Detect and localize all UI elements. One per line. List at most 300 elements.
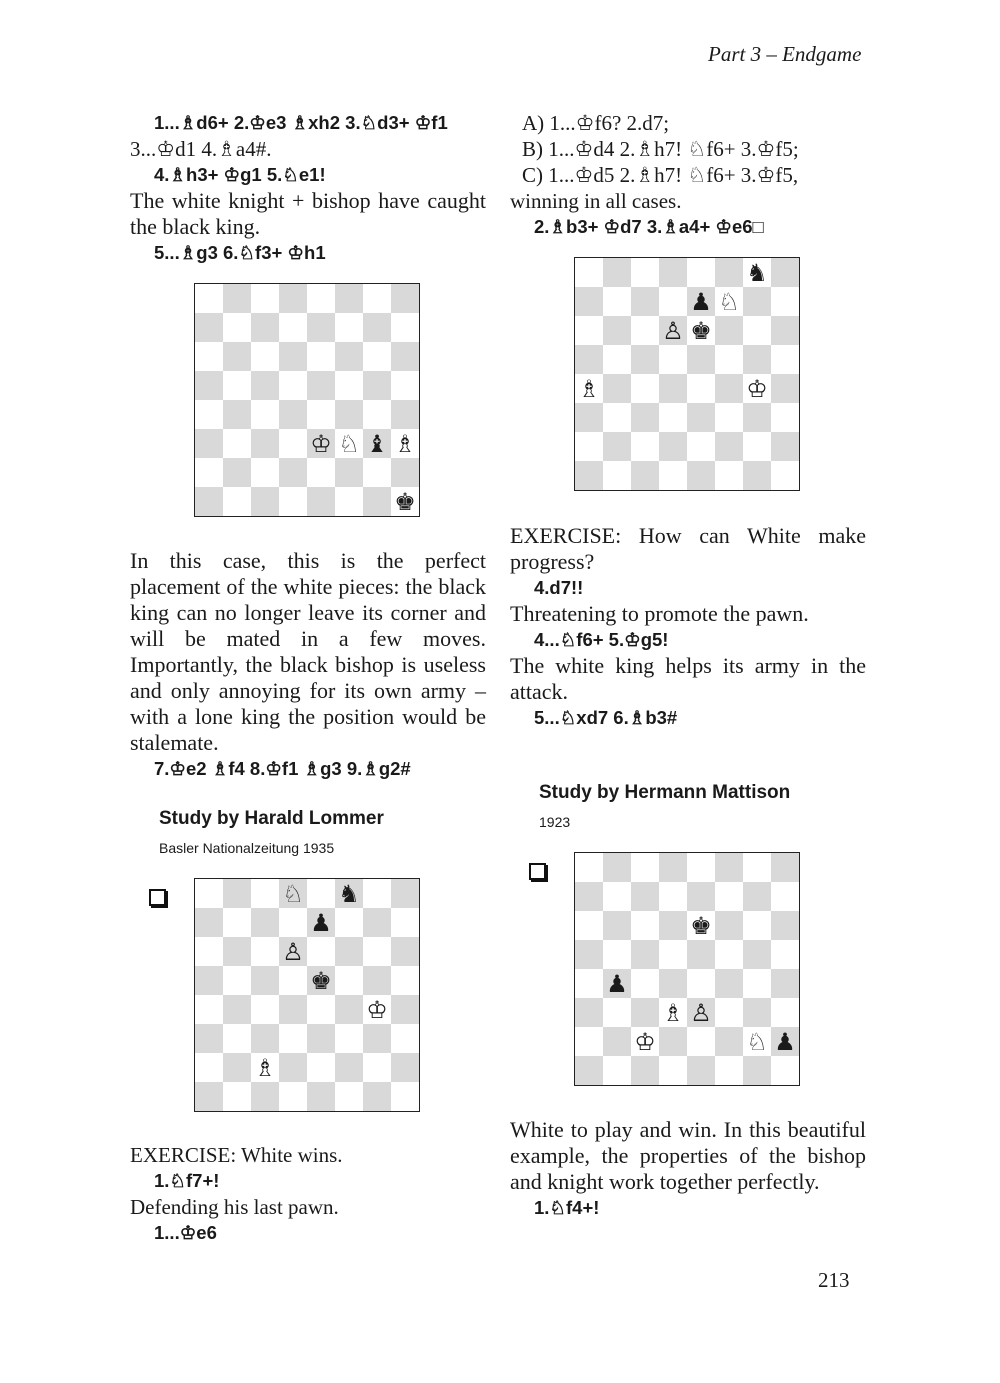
board-square (743, 940, 771, 969)
chess-diagram-3 (194, 878, 420, 1112)
board-square (251, 879, 279, 908)
board-square (743, 1027, 771, 1056)
board-square (279, 400, 307, 429)
board-square (603, 1056, 631, 1085)
board-square (575, 1056, 603, 1085)
board-square (223, 284, 251, 313)
right-column-top (510, 110, 866, 240)
board-square (391, 995, 419, 1024)
board-square (715, 853, 743, 882)
board-square (715, 403, 743, 432)
board-square (603, 316, 631, 345)
board-square (391, 879, 419, 908)
left-column-top (130, 110, 486, 266)
board-square (575, 940, 603, 969)
white-knight-icon: ♘ (746, 1027, 768, 1056)
board-square (575, 316, 603, 345)
board-square (251, 313, 279, 342)
board-square (223, 995, 251, 1024)
board-square (771, 432, 799, 461)
board-square (335, 342, 363, 371)
board-square (771, 969, 799, 998)
board-square (363, 429, 391, 458)
board-square (307, 995, 335, 1024)
board-square (223, 487, 251, 516)
board-square (631, 345, 659, 374)
board-square (391, 1024, 419, 1053)
board-square (335, 966, 363, 995)
board-square (771, 403, 799, 432)
board-square (575, 345, 603, 374)
board-square (223, 937, 251, 966)
board-square (363, 1053, 391, 1082)
board-square (195, 937, 223, 966)
commentary: The white king helps its army in the attack. (510, 653, 866, 704)
board-square (251, 1053, 279, 1082)
board-square (391, 371, 419, 400)
board-square (603, 461, 631, 490)
move-line: 7.♔e2 ♗f4 8.♔f1 ♗g3 9.♗g2# (154, 758, 411, 779)
board-square (335, 1082, 363, 1111)
board-square (603, 911, 631, 940)
commentary: Threatening to promote the pawn. (510, 601, 809, 626)
board-square (195, 429, 223, 458)
board-square (715, 316, 743, 345)
board-square (251, 371, 279, 400)
board-square (195, 313, 223, 342)
board-square (687, 345, 715, 374)
board-square (391, 1053, 419, 1082)
move-line: 2.♗b3+ ♔d7 3.♗a4+ ♔e6□ (534, 216, 764, 237)
board-square (743, 1056, 771, 1085)
board-square (771, 1027, 799, 1056)
board-square (307, 458, 335, 487)
board-square (195, 458, 223, 487)
board-square (335, 995, 363, 1024)
black-bishop-icon: ♝ (366, 429, 388, 458)
board-square (251, 458, 279, 487)
board-square (307, 371, 335, 400)
board-square (391, 313, 419, 342)
board-square (603, 1027, 631, 1056)
study-title: Study by Hermann Mattison (539, 782, 791, 803)
board-square (771, 882, 799, 911)
board-square (715, 882, 743, 911)
board-square (575, 853, 603, 882)
board-square (687, 258, 715, 287)
board-square (363, 908, 391, 937)
board-square (715, 258, 743, 287)
black-king-icon: ♚ (394, 487, 416, 516)
board-square (279, 342, 307, 371)
board-square (195, 879, 223, 908)
move-line: 4.♗h3+ ♔g1 5.♘e1! (154, 164, 326, 185)
board-square (279, 908, 307, 937)
board-square (771, 998, 799, 1027)
white-knight-icon: ♘ (338, 429, 360, 458)
board-square (335, 879, 363, 908)
white-pawn-icon: ♙ (662, 316, 684, 345)
board-square (771, 287, 799, 316)
board-square (631, 258, 659, 287)
white-bishop-icon: ♗ (662, 998, 684, 1027)
board-square (659, 461, 687, 490)
move-line: 4...♘f6+ 5.♔g5! (534, 629, 669, 650)
board-square (687, 998, 715, 1027)
board-square (223, 908, 251, 937)
board-square (687, 403, 715, 432)
board-square (659, 998, 687, 1027)
black-pawn-icon: ♟ (310, 908, 332, 937)
board-square (279, 1082, 307, 1111)
board-square (363, 937, 391, 966)
move-text: 3...♔d1 4.♗a4#. (130, 137, 272, 161)
board-square (363, 879, 391, 908)
board-square (307, 342, 335, 371)
board-square (687, 461, 715, 490)
board-square (687, 316, 715, 345)
board-square (715, 345, 743, 374)
board-square (251, 400, 279, 429)
board-square (279, 1053, 307, 1082)
board-square (743, 882, 771, 911)
board-square (391, 284, 419, 313)
board-square (659, 1056, 687, 1085)
board-square (659, 882, 687, 911)
board-square (335, 284, 363, 313)
board-square (715, 374, 743, 403)
board-square (335, 487, 363, 516)
board-square (363, 284, 391, 313)
move-line: 4.d7!! (534, 577, 584, 598)
board-square (771, 374, 799, 403)
board-square (771, 940, 799, 969)
white-king-icon: ♔ (746, 374, 768, 403)
board-square (307, 908, 335, 937)
board-square (223, 313, 251, 342)
board-square (335, 371, 363, 400)
board-square (279, 429, 307, 458)
board-square (771, 316, 799, 345)
board-square (659, 911, 687, 940)
board-square (223, 966, 251, 995)
board-square (743, 287, 771, 316)
board-square (743, 998, 771, 1027)
checkbox-icon (529, 863, 546, 880)
board-square (743, 853, 771, 882)
board-square (743, 432, 771, 461)
board-square (743, 316, 771, 345)
board-square (771, 911, 799, 940)
white-knight-icon: ♘ (282, 879, 304, 908)
board-square (307, 1024, 335, 1053)
left-column-mid (130, 548, 486, 782)
board-square (575, 258, 603, 287)
board-square (391, 342, 419, 371)
board-square (251, 1082, 279, 1111)
board-square (603, 345, 631, 374)
board-square (307, 879, 335, 908)
board-square (307, 400, 335, 429)
board-square (687, 1056, 715, 1085)
board-square (631, 969, 659, 998)
board-square (363, 1024, 391, 1053)
right-column-bottom (510, 1117, 866, 1221)
board-square (335, 313, 363, 342)
board-square (363, 487, 391, 516)
board-square (631, 403, 659, 432)
board-square (195, 1082, 223, 1111)
white-pawn-icon: ♙ (282, 937, 304, 966)
board-square (279, 487, 307, 516)
board-square (631, 432, 659, 461)
board-square (687, 969, 715, 998)
board-square (715, 969, 743, 998)
white-king-icon: ♔ (310, 429, 332, 458)
board-square (687, 374, 715, 403)
move-line: 1.♘f7+! (154, 1170, 220, 1191)
board-square (687, 911, 715, 940)
board-square (307, 1082, 335, 1111)
board-square (575, 461, 603, 490)
variation-b: B) 1...♔d4 2.♗h7! ♘f6+ 3.♔f5; (522, 137, 799, 161)
board-square (279, 966, 307, 995)
board-square (195, 342, 223, 371)
board-square (603, 998, 631, 1027)
board-square (631, 287, 659, 316)
board-square (223, 879, 251, 908)
board-square (603, 258, 631, 287)
board-square (251, 284, 279, 313)
board-square (391, 1082, 419, 1111)
board-square (603, 432, 631, 461)
board-square (279, 313, 307, 342)
board-square (603, 853, 631, 882)
board-square (659, 374, 687, 403)
board-square (251, 1024, 279, 1053)
commentary-paragraph: In this case, this is the perfect placement of the white pieces: the black king can no longer leave its corner and will be mated in a few moves. Importantly, the black bishop is useless and only annoying for its own army – with a lone king the position would be stalemate. (130, 548, 486, 755)
white-king-icon: ♔ (366, 995, 388, 1024)
board-square (223, 342, 251, 371)
board-square (335, 1053, 363, 1082)
board-square (223, 458, 251, 487)
white-knight-icon: ♘ (718, 287, 740, 316)
board-square (631, 1056, 659, 1085)
page-number: 213 (818, 1268, 850, 1292)
board-square (659, 853, 687, 882)
board-square (743, 345, 771, 374)
board-square (251, 937, 279, 966)
board-square (223, 1082, 251, 1111)
move-line: 1...♗d6+ 2.♔e3 ♗xh2 3.♘d3+ ♔f1 (154, 112, 448, 133)
study-source: Basler Nationalzeitung 1935 (159, 840, 335, 856)
board-square (631, 1027, 659, 1056)
board-square (195, 966, 223, 995)
board-square (223, 1053, 251, 1082)
board-square (223, 429, 251, 458)
board-square (335, 908, 363, 937)
board-square (575, 287, 603, 316)
black-pawn-icon: ♟ (606, 969, 628, 998)
board-square (279, 879, 307, 908)
board-square (195, 1024, 223, 1053)
board-square (363, 458, 391, 487)
board-square (687, 882, 715, 911)
board-square (659, 403, 687, 432)
board-square (251, 908, 279, 937)
board-square (659, 316, 687, 345)
board-square (715, 1027, 743, 1056)
board-square (279, 371, 307, 400)
white-bishop-icon: ♗ (394, 429, 416, 458)
board-square (391, 908, 419, 937)
board-square (223, 371, 251, 400)
commentary-paragraph: White to play and win. In this beautiful example, the properties of the bishop and knight work together perfectly. (510, 1117, 866, 1194)
chess-diagram-1 (194, 283, 420, 517)
board-square (603, 287, 631, 316)
board-square (743, 911, 771, 940)
board-square (307, 313, 335, 342)
board-square (687, 940, 715, 969)
board-square (631, 940, 659, 969)
board-square (363, 342, 391, 371)
black-king-icon: ♚ (310, 966, 332, 995)
black-knight-icon: ♞ (338, 879, 360, 908)
board-square (391, 458, 419, 487)
board-square (251, 966, 279, 995)
board-square (363, 966, 391, 995)
move-line: 1.♘f4+! (534, 1197, 600, 1218)
board-square (603, 882, 631, 911)
black-knight-icon: ♞ (746, 258, 768, 287)
checkbox-icon (149, 889, 166, 906)
board-square (715, 940, 743, 969)
board-square (715, 461, 743, 490)
board-square (575, 374, 603, 403)
board-square (307, 429, 335, 458)
variation-c-cont: winning in all cases. (510, 189, 682, 213)
white-bishop-icon: ♗ (578, 374, 600, 403)
board-square (575, 1027, 603, 1056)
running-header: Part 3 – Endgame (708, 42, 862, 66)
board-square (279, 284, 307, 313)
study-source: 1923 (539, 814, 571, 830)
board-square (659, 940, 687, 969)
board-square (251, 487, 279, 516)
board-square (715, 998, 743, 1027)
board-square (195, 400, 223, 429)
board-square (279, 995, 307, 1024)
board-square (631, 911, 659, 940)
board-square (715, 1056, 743, 1085)
board-square (659, 969, 687, 998)
board-square (279, 1024, 307, 1053)
board-square (771, 461, 799, 490)
board-square (251, 429, 279, 458)
board-square (307, 284, 335, 313)
variation-a: A) 1...♔f6? 2.d7; (522, 111, 670, 135)
board-square (391, 487, 419, 516)
board-square (743, 403, 771, 432)
board-square (771, 258, 799, 287)
board-square (603, 940, 631, 969)
board-square (195, 284, 223, 313)
board-square (603, 969, 631, 998)
move-line: 5...♗g3 6.♘f3+ ♔h1 (154, 242, 326, 263)
board-square (195, 1053, 223, 1082)
board-square (223, 400, 251, 429)
move-line: 1...♔e6 (154, 1222, 217, 1243)
commentary: Defending his last pawn. (130, 1195, 339, 1219)
board-square (307, 487, 335, 516)
white-king-icon: ♔ (634, 1027, 656, 1056)
board-square (195, 371, 223, 400)
board-square (575, 882, 603, 911)
board-square (771, 1056, 799, 1085)
board-square (391, 429, 419, 458)
board-square (743, 969, 771, 998)
commentary: The white knight + bishop have caught the black king. (130, 188, 486, 239)
board-square (659, 345, 687, 374)
board-square (715, 287, 743, 316)
chess-diagram-2 (574, 257, 800, 491)
board-square (659, 287, 687, 316)
board-square (307, 1053, 335, 1082)
board-square (195, 487, 223, 516)
board-square (659, 432, 687, 461)
board-square (687, 287, 715, 316)
board-square (363, 400, 391, 429)
board-square (195, 995, 223, 1024)
chess-diagram-4 (574, 852, 800, 1086)
board-square (335, 429, 363, 458)
white-pawn-icon: ♙ (690, 998, 712, 1027)
board-square (279, 458, 307, 487)
board-square (223, 1024, 251, 1053)
board-square (687, 1027, 715, 1056)
board-square (743, 461, 771, 490)
board-square (771, 853, 799, 882)
board-square (195, 908, 223, 937)
board-square (631, 461, 659, 490)
board-square (715, 911, 743, 940)
black-pawn-icon: ♟ (690, 287, 712, 316)
board-square (631, 882, 659, 911)
board-square (631, 316, 659, 345)
board-square (603, 374, 631, 403)
board-square (771, 345, 799, 374)
black-pawn-icon: ♟ (774, 1027, 796, 1056)
board-square (743, 258, 771, 287)
exercise-label: EXERCISE: White wins. (130, 1143, 343, 1167)
board-square (659, 258, 687, 287)
board-square (687, 432, 715, 461)
board-square (631, 998, 659, 1027)
board-square (307, 937, 335, 966)
board-square (363, 995, 391, 1024)
board-square (335, 458, 363, 487)
board-square (307, 966, 335, 995)
board-square (575, 969, 603, 998)
board-square (743, 374, 771, 403)
board-square (575, 998, 603, 1027)
board-square (363, 1082, 391, 1111)
left-column-bottom (130, 1142, 486, 1246)
right-column-mid (510, 523, 866, 731)
board-square (363, 371, 391, 400)
exercise-label: EXERCISE: How can White make progress? (510, 523, 866, 574)
board-square (279, 937, 307, 966)
